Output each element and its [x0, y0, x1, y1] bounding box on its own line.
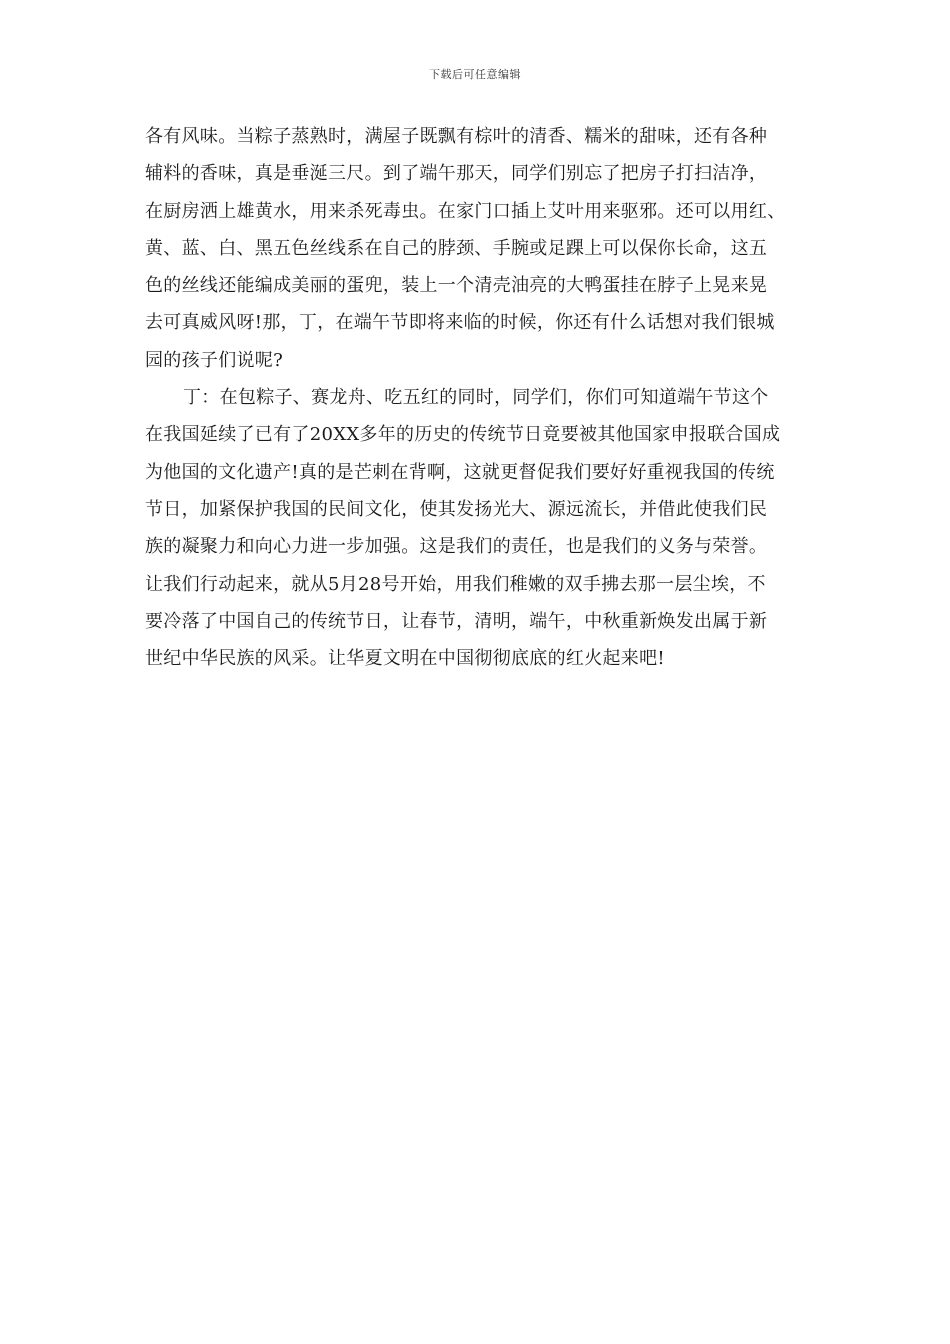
- text-line: 色的丝线还能编成美丽的蛋兜，装上一个清壳油亮的大鸭蛋挂在脖子上晃来晃: [145, 275, 768, 297]
- text-line: 为他国的文化遗产!真的是芒刺在背啊，这就更督促我们要好好重视我国的传统: [145, 461, 775, 483]
- text-line: 辅料的香味，真是垂涎三尺。到了端午那天，同学们别忘了把房子打扫洁净，: [145, 163, 768, 185]
- text-line: 要冷落了中国自己的传统节日，让春节，清明，端午，中秋重新焕发出属于新: [145, 610, 768, 632]
- text-line: 节日，加紧保护我国的民间文化，使其发扬光大、源远流长，并借此使我们民: [145, 498, 768, 520]
- page-header: 下载后可任意编辑: [429, 68, 521, 81]
- text-line: 丁：在包粽子、赛龙舟、吃五红的同时，同学们，你们可知道端午节这个: [183, 387, 769, 409]
- text-line: 在我国延续了已有了20XX多年的历史的传统节日竟要被其他国家申报联合国成: [145, 424, 781, 446]
- paragraph-2: [145, 379, 815, 677]
- text-line: 在厨房洒上雄黄水，用来杀死毒虫。在家门口插上艾叶用来驱邪。还可以用红、: [145, 200, 786, 222]
- text-line: 各有风味。当粽子蒸熟时，满屋子既飘有棕叶的清香、糯米的甜味，还有各种: [145, 126, 768, 147]
- text-line: 世纪中华民族的风采。让华夏文明在中国彻彻底底的红火起来吧!: [145, 648, 665, 670]
- document-body: [145, 118, 815, 677]
- text-line: 园的孩子们说呢?: [145, 349, 284, 371]
- text-line: 让我们行动起来，就从5月28号开始，用我们稚嫩的双手拂去那一层尘埃，不: [145, 573, 766, 595]
- text-line: 族的凝聚力和向心力进一步加强。这是我们的责任，也是我们的义务与荣誉。: [145, 536, 768, 558]
- text-line: 黄、蓝、白、黑五色丝线系在自己的脖颈、手腕或足踝上可以保你长命，这五: [145, 237, 768, 259]
- text-line: 去可真威风呀!那，丁，在端午节即将来临的时候，你还有什么话想对我们银城: [145, 312, 775, 334]
- paragraph-1: [145, 118, 815, 379]
